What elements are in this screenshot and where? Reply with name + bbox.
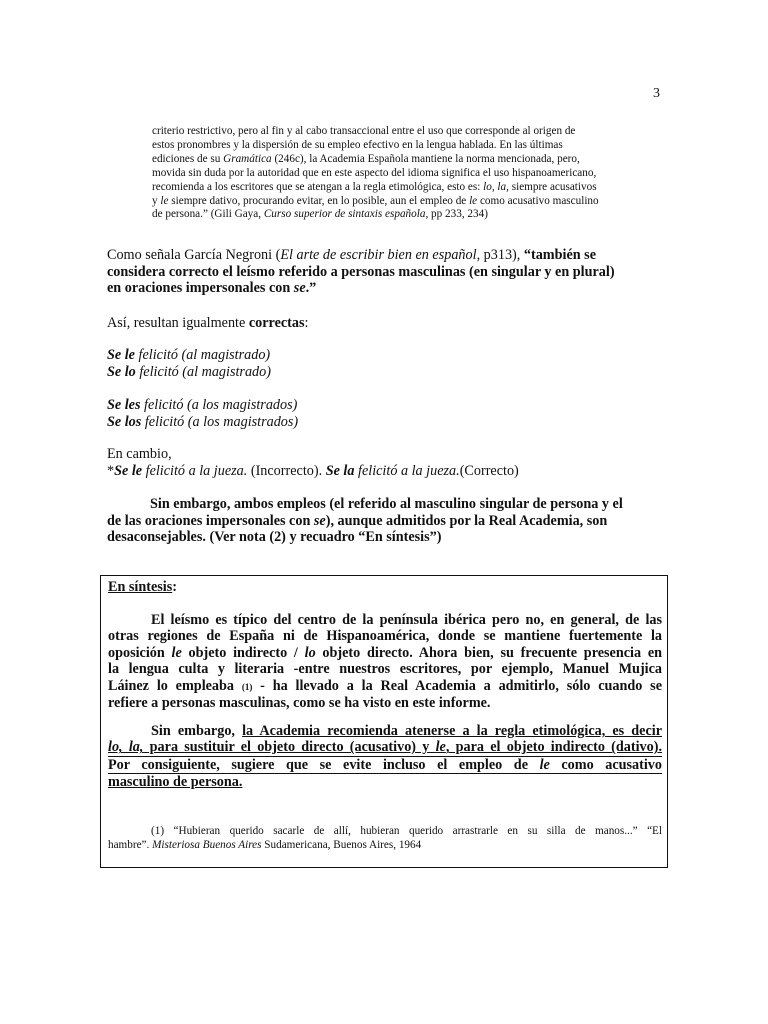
- examples-plural: [107, 397, 667, 430]
- box-paragraph-2: Sin embargo, la Academia recomienda atenerse a la regla etimológica, es decir lo, la, para sustituir el objeto directo (acusativo) y le, para el objeto indirecto (dativo). Por consiguiente, sugiere que se evite incluso el empleo de le como acusativo masculino de persona.: [108, 723, 663, 791]
- page-number: 3: [653, 86, 660, 101]
- quote-line: estos pronombres y la dispersión de su empleo efectivo en la lengua hablada. En las últimas: [152, 138, 563, 151]
- footnote: (1) “Hubieran querido sacarle de allí, hubieran querido arrastrarle en su silla de manos...” “El hambre”. Misteriosa Buenos Aires Sudamericana, Buenos Aires, 1964: [108, 825, 662, 851]
- paragraph-sin-embargo: Sin embargo, ambos empleos (el referido al masculino singular de persona y el de las oraciones impersonales con se), aunque admitidos por la Real Academia, son desaconsejables. (Ver nota (2) y recuadro “En síntesis”): [107, 496, 623, 546]
- box-title: En síntesis:: [108, 579, 177, 595]
- quote-line: y le siempre dativo, procurando evitar, en lo posible, aun el empleo de le como acusativo masculino: [152, 194, 599, 207]
- quote-line: criterio restrictivo, pero al fin y al cabo transaccional entre el uso que corresponde al origen de: [152, 125, 576, 137]
- box-paragraph-1: El leísmo es típico del centro de la península ibérica pero no, en general, de las otras regiones de España ni de Hispanoamérica, donde se mantiene fuertemente la oposición le objeto indirecto / lo objeto directo. Ahora bien, su frecuente presencia en la lengua culta y literaria -entre nuestros escritores, por ejemplo, Manuel Mujica Láinez lo empleaba (1) - ha llevado a la Real Academia a admitirlo, sólo cuando se refiere a personas masculinas, como se ha visto en este informe.: [108, 612, 663, 712]
- examples-singular: [107, 347, 667, 380]
- quote-line: movida sin duda por la autoridad que en este aspecto del idioma significa el uso hispanoamericano,: [152, 166, 597, 179]
- example-line: Se los felicitó (a los magistrados): [107, 413, 299, 430]
- block-quote: [152, 125, 662, 222]
- paragraph-en-cambio: En cambio, *Se le felicitó a la jueza. (Incorrecto). Se la felicitó a la jueza.(Correcto): [107, 446, 519, 479]
- example-line: Se les felicitó (a los magistrados): [107, 397, 298, 413]
- paragraph-garcia-negroni: Como señala García Negroni (El arte de escribir bien en español, p313), “también se considera correcto el leísmo referido a personas masculinas (en singular y en plural) en oraciones impersonales con se.”: [107, 247, 615, 297]
- paragraph-correctas: Así, resultan igualmente correctas:: [107, 315, 309, 331]
- quote-line: recomienda a los escritores que se atengan a la regla etimológica, esto es: lo, la, siempre acusativos: [152, 180, 597, 193]
- en-sintesis-box: [100, 575, 668, 868]
- example-line: Se lo felicitó (al magistrado): [107, 363, 271, 380]
- quote-line: ediciones de su Gramática (246c), la Academia Española mantiene la norma mencionada, pero,: [152, 152, 580, 165]
- example-line: Se le felicitó (al magistrado): [107, 347, 271, 363]
- quote-line: de persona.” (Gili Gaya, Curso superior de sintaxis española, pp 233, 234): [152, 208, 488, 221]
